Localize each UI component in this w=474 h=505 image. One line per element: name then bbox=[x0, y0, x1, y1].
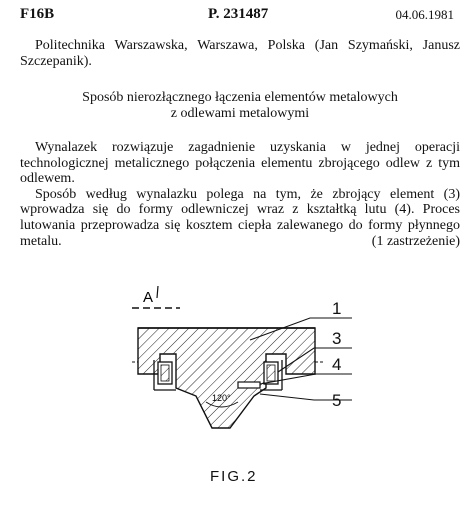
patent-header bbox=[20, 6, 454, 26]
abstract bbox=[20, 140, 460, 249]
drawing-svg bbox=[110, 278, 370, 498]
angle-label: 120° bbox=[212, 393, 231, 403]
callout-1: 1 bbox=[332, 299, 342, 318]
abstract-paragraph-2-text: Sposób według wynalazku polega na tym, że zbrojący element (3) wprowadza się do formy odlewniczej wraz z kształtką lutu (4). Proces lutowania przeprowadza się kosztem ciepła zalewanego do formy płynnego metalu. bbox=[20, 186, 460, 249]
abstract-paragraph-2 bbox=[20, 187, 460, 249]
claims-count: (1 zastrzeżenie) bbox=[371, 233, 460, 249]
view-marker bbox=[132, 286, 180, 308]
title-line-2: z odlewami metalowymi bbox=[170, 106, 310, 121]
figure-caption: FIG.2 bbox=[210, 468, 258, 485]
view-label: A bbox=[143, 289, 154, 306]
classification-code: F16B bbox=[20, 6, 55, 22]
abstract-paragraph-1: Wynalazek rozwiązuje zagadnienie uzyskania w jednej operacji technologicznej metalicznego połączenia elementu zbrojącego odlew z tym odlewem. bbox=[20, 140, 460, 187]
patent-title bbox=[20, 90, 460, 122]
title-line-1: Sposób nierozłącznego łączenia elementów metalowych bbox=[82, 90, 398, 105]
callout-5: 5 bbox=[332, 391, 342, 410]
patent-number: P. 231487 bbox=[208, 6, 269, 22]
callout-3: 3 bbox=[332, 329, 342, 348]
technical-drawing bbox=[110, 278, 370, 498]
patent-date: 04.06.1981 bbox=[395, 7, 454, 22]
callout-4: 4 bbox=[332, 355, 342, 374]
applicants: Politechnika Warszawska, Warszawa, Polska (Jan Szymański, Janusz Szczepanik). bbox=[20, 38, 460, 69]
view-tick bbox=[157, 286, 158, 298]
